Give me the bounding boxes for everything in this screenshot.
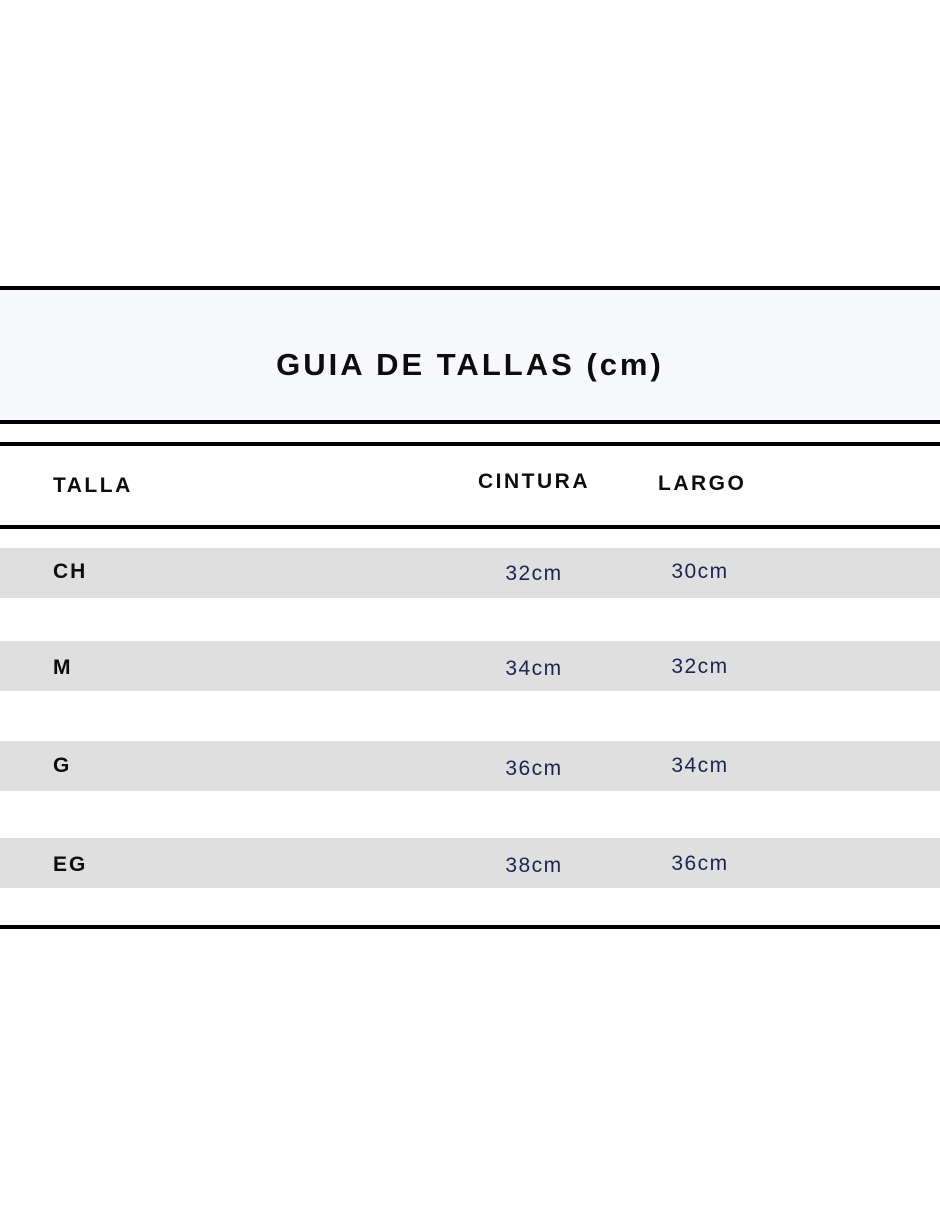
- waist-value: 32cm: [505, 562, 563, 585]
- waist-value: 36cm: [505, 757, 563, 780]
- header-bottom-rule: [0, 525, 940, 529]
- length-value: 36cm: [671, 852, 729, 875]
- size-label: G: [53, 754, 72, 777]
- waist-value: 34cm: [505, 657, 563, 680]
- top-rule: [0, 286, 940, 290]
- length-value: 30cm: [671, 560, 729, 583]
- table-bottom-rule: [0, 925, 940, 929]
- header-top-rule: [0, 442, 940, 446]
- length-value: 32cm: [671, 655, 729, 678]
- waist-value: 38cm: [505, 854, 563, 877]
- title-bottom-rule: [0, 420, 940, 424]
- size-label: CH: [53, 560, 88, 583]
- size-label: M: [53, 656, 73, 679]
- column-header-waist: CINTURA: [478, 470, 590, 493]
- page-title: GUIA DE TALLAS (cm): [276, 347, 664, 382]
- column-header-size: TALLA: [53, 474, 133, 497]
- size-label: EG: [53, 853, 88, 876]
- length-value: 34cm: [671, 754, 729, 777]
- column-header-length: LARGO: [658, 472, 747, 495]
